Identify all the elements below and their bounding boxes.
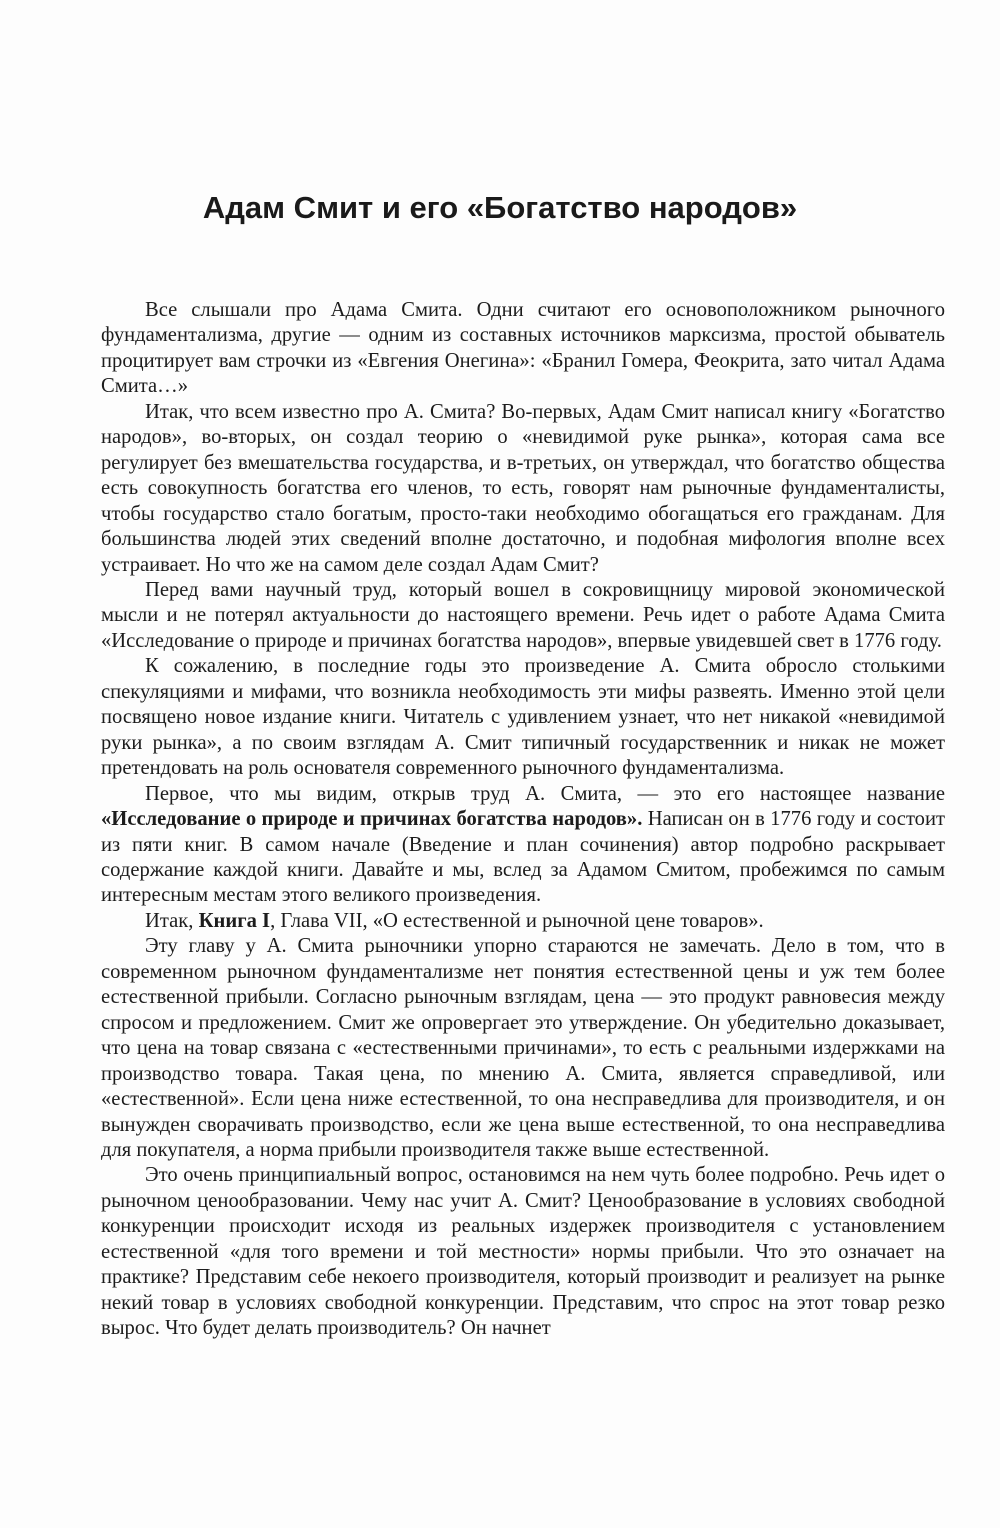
page-title: Адам Смит и его «Богатство народов» — [202, 190, 798, 225]
paragraph-1: Все слышали про Адама Смита. Одни считают его основоположником рыночного фундаментализма, другие — одним из составных источников марксизма, простой обыватель процитирует вам строчки из «Евгения Онегина»: «Бранил Гомера, Феокрита, зато читал Адама Смита…» — [101, 299, 945, 398]
body-text — [101, 298, 945, 1342]
paragraph-5-end: Написан он в 1776 году и состоит из пяти книг. В самом начале (Введение и план сочинения) автор подробно раскрывает содержание каждой книги. Давайте и мы, вслед за Адамом Смитом, пробежимся по самым интересным местам этого великого произведения. — [101, 808, 945, 907]
paragraph-6-start: Итак, — [145, 909, 199, 932]
paragraph-5 — [101, 782, 945, 909]
paragraph-8: Это очень принципиальный вопрос, остановимся на нем чуть более подробно. Речь идет о рыночном ценообразовании. Чему нас учит А. Смит? Ценообразование в условиях свободной конкуренции происходит исходя из реальных издержек производителя с установлением естественной «для того времени и той местности» нормы прибыли. Что это означает на практике? Представим себе некоего производителя, который производит и реализует на рынке некий товар в условиях свободной конкуренции. Представим, что спрос на этот товар резко вырос. Что будет делать производитель? Он начнет — [101, 1164, 945, 1340]
paragraph-3: Перед вами научный труд, который вошел в сокровищницу мировой экономической мысли и не потерял актуальности до настоящего времени. Речь идет о работе Адама Смита «Исследование о природе и причинах богатства народов», впервые увидевшей свет в 1776 году. — [101, 578, 945, 652]
paragraph-4: К сожалению, в последние годы это произведение А. Смита обросло столькими спекуляциями и мифами, что возникла необходимость эти мифы развеять. Именно этой цели посвящено новое издание книги. Читатель с удивлением узнает, что нет никакой «невидимой руки рынка», а по своим взглядам А. Смит типичный государственник и никак не может претендовать на роль основателя современного рыночного фундаментализма. — [101, 655, 945, 780]
paragraph-7: Эту главу у А. Смита рыночники упорно стараются не замечать. Дело в том, что в современном рыночном фундаментализме нет понятия естественной цены и уж тем более естественной прибыли. Согласно рыночным взглядам, цена — это продукт равновесия между спросом и предложением. Смит же опровергает это утверждение. Он убедительно доказывает, что цена на товар связана с «естественными причинами», то есть с реальными издержками на производство товара. Такая цена, по мнению А. Смита, является справедливой, или «естественной». Если цена ниже естественной, то она несправедлива для производителя, и он вынужден сворачивать производство, если же цена выше естественной, то она несправедлива для покупателя, а норма прибыли производителя также выше естественной. — [101, 935, 945, 1161]
paragraph-6 — [101, 909, 945, 934]
book-title-bold: «Исследование о природе и причинах богатства народов». — [101, 808, 643, 831]
book-one-bold: Книга I — [198, 909, 271, 932]
paragraph-2: Итак, что всем известно про А. Смита? Во-первых, Адам Смит написал книгу «Богатство народов», во-вторых, он создал теорию о «невидимой руке рынка», которая сама все регулирует без вмешательства государства, и в-третьих, он утверждал, что богатство общества есть совокупность богатства его членов, то есть, говорят нам рыночные фундаменталисты, чтобы государство стало богатым, просто-таки необходимо обогащаться его гражданам. Для большинства людей этих сведений вполне достаточно, и подобная мифология вполне всех устраивает. Но что же на самом деле создал Адам Смит? — [101, 400, 945, 576]
paragraph-5-start: Первое, что мы видим, открыв труд А. Смита, — это его настоящее название — [145, 782, 945, 805]
paragraph-6-end: , Глава VII, «О естественной и рыночной цене товаров». — [270, 909, 764, 932]
